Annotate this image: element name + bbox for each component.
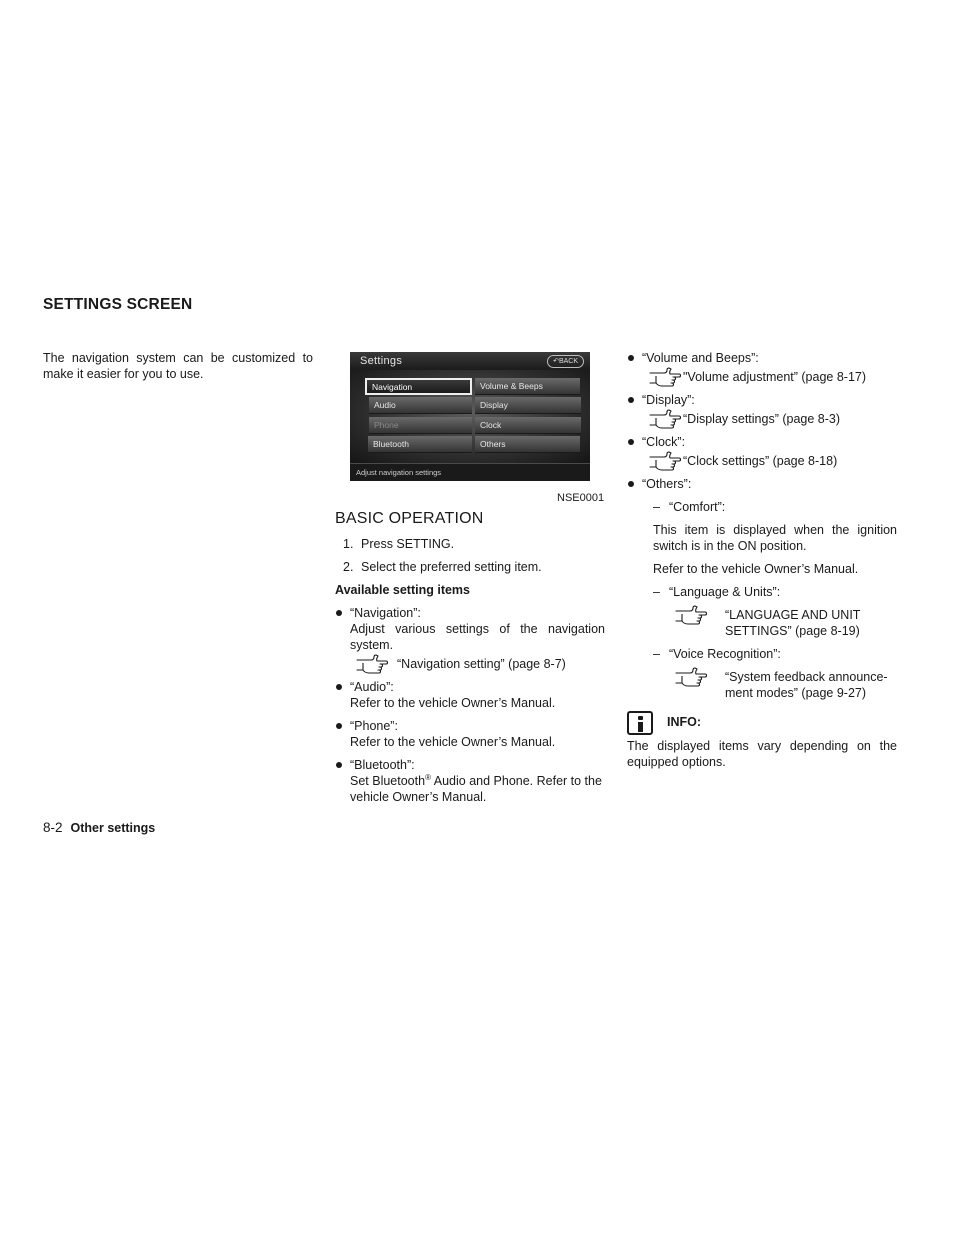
chapter-title: Other settings: [70, 821, 156, 835]
pointing-hand-icon: [675, 667, 707, 687]
page-reference: [627, 369, 897, 385]
menu-navigation: Navigation: [365, 378, 472, 395]
figure-code: NSE0001: [557, 492, 605, 504]
page-reference: [653, 669, 897, 701]
step-item: [335, 536, 605, 552]
item-title: “Phone”:: [350, 719, 398, 733]
dash-mark: –: [653, 500, 660, 514]
pointing-hand-icon: [675, 605, 707, 625]
item-description-part: Set Bluetooth: [350, 774, 426, 788]
step-number: 1.: [343, 537, 354, 551]
info-label: INFO:: [667, 715, 702, 729]
back-arrow-icon: ↶: [553, 358, 559, 365]
menu-audio: Audio: [369, 397, 472, 414]
item-title: “Clock”:: [642, 435, 686, 449]
basic-operation-section: [335, 509, 605, 812]
screen-menu-area: [350, 370, 590, 463]
setting-item-others: [627, 476, 897, 492]
menu-others: Others: [475, 436, 580, 453]
screen-status-text: Adjust navigation settings: [356, 468, 442, 477]
section-title: SETTINGS SCREEN: [43, 296, 193, 313]
menu-display: Display: [475, 397, 581, 414]
page-reference: [627, 453, 897, 469]
page-reference: [350, 656, 605, 672]
step-number: 2.: [343, 560, 354, 574]
registered-mark: ®: [425, 772, 431, 782]
pointing-hand-icon: [649, 409, 681, 429]
item-description-part: Audio and Phone. Refer to the vehicle Owner’s Manual.: [350, 774, 602, 804]
setting-item-volume-beeps: [627, 350, 897, 385]
subitem-title: “Comfort”:: [669, 500, 726, 514]
info-text: The displayed items vary depending on the equipped options.: [627, 739, 897, 769]
screen-title: Settings: [360, 355, 403, 367]
screen-header: [350, 352, 590, 370]
setting-item-clock: [627, 434, 897, 469]
comfort-reference: Refer to the vehicle Owner’s Manual.: [653, 562, 859, 576]
item-title: “Volume and Beeps”:: [642, 351, 759, 365]
comfort-description: This item is displayed when the ignition switch is in the ON position.: [653, 523, 897, 553]
page-reference: [627, 411, 897, 427]
subitem-comfort: [653, 499, 897, 515]
subitem-voice-recognition: [653, 646, 897, 662]
setting-item-display: [627, 392, 897, 427]
setting-item-phone: [335, 718, 605, 750]
right-column: [627, 350, 897, 770]
back-label: BACK: [558, 358, 578, 365]
info-icon: [627, 711, 653, 735]
item-title: “Bluetooth”:: [350, 758, 415, 772]
reference-text: “Display settings” (page 8-3): [683, 412, 841, 426]
page-number: 8-2: [43, 820, 63, 835]
item-description: Refer to the vehicle Owner’s Manual.: [350, 735, 556, 749]
page-footer: [43, 820, 155, 836]
step-item: [335, 559, 605, 575]
pointing-hand-icon: [649, 367, 681, 387]
intro-paragraph: The navigation system can be customized to make it easier for you to use.: [43, 351, 313, 381]
setting-item-bluetooth: [335, 757, 605, 805]
item-title: “Audio”:: [350, 680, 394, 694]
reference-text: “System feedback announce-ment modes” (page 9-27): [725, 670, 888, 700]
subitem-title: “Voice Recognition”:: [669, 647, 781, 661]
setting-item-audio: [335, 679, 605, 711]
step-text: Select the preferred setting item.: [361, 560, 542, 574]
menu-bluetooth: Bluetooth: [368, 436, 472, 453]
menu-clock: Clock: [475, 417, 581, 434]
dash-mark: –: [653, 585, 660, 599]
item-description: Adjust various settings of the navigation system.: [350, 622, 605, 652]
screen-status-bar: [350, 463, 590, 481]
item-description: [350, 773, 605, 805]
reference-text: "Volume adjustment” (page 8-17): [683, 370, 867, 384]
info-heading: [627, 714, 897, 730]
reference-text: “LANGUAGE AND UNIT SETTINGS” (page 8-19): [725, 608, 861, 638]
item-title: “Display”:: [642, 393, 695, 407]
others-subitems: [627, 499, 897, 701]
reference-text: “Clock settings” (page 8-18): [683, 454, 838, 468]
back-button: [547, 355, 584, 368]
available-items-heading: Available setting items: [335, 583, 470, 597]
subitem-title: “Language & Units”:: [669, 585, 781, 599]
step-text: Press SETTING.: [361, 537, 455, 551]
menu-phone: Phone: [369, 417, 472, 434]
pointing-hand-icon: [649, 451, 681, 471]
basic-operation-heading: BASIC OPERATION: [335, 510, 484, 527]
item-title: “Others”:: [642, 477, 692, 491]
menu-volume-beeps: Volume & Beeps: [475, 378, 580, 395]
subitem-language-units: [653, 584, 897, 600]
page-reference: [653, 607, 897, 639]
reference-text: “Navigation setting” (page 8-7): [397, 657, 566, 671]
pointing-hand-icon: [356, 654, 388, 674]
setting-item-navigation: [335, 605, 605, 672]
settings-screen-image: [350, 352, 590, 481]
item-title: “Navigation”:: [350, 606, 421, 620]
item-description: Refer to the vehicle Owner’s Manual.: [350, 696, 556, 710]
dash-mark: –: [653, 647, 660, 661]
